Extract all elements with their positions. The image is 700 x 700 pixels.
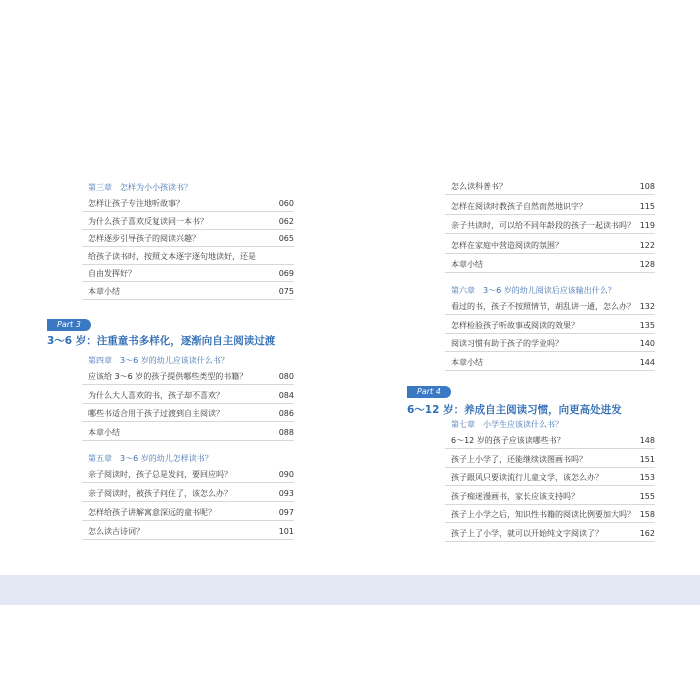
toc-entry-title: 看过的书，孩子不按照情节，胡乱讲一通，怎么办？ [451, 302, 635, 311]
toc-divider [445, 253, 655, 254]
toc-entry-title: 本章小结 [88, 286, 120, 296]
toc-entry-page: 151 [639, 454, 655, 464]
chapter-4-heading: 第四章 3～6 岁的幼儿应该读什么书？ [88, 356, 229, 365]
part-3-title: 3～6 岁：注重童书多样化，逐渐向自主阅读过渡 [47, 335, 276, 347]
toc-entry-title: 应该给 3～6 岁的孩子提供哪些类型的书籍？ [88, 372, 248, 381]
toc-entry-page: 148 [639, 436, 655, 445]
toc-entry [82, 487, 294, 501]
toc-entry-title: 怎样让孩子专注地听故事？ [88, 199, 184, 208]
chapter-7-heading: 第七章 小学生应该读什么书？ [451, 420, 563, 429]
toc-entry-title: 孩子上了小学，就可以开始纯文字阅读了？ [451, 529, 603, 538]
toc-divider [445, 485, 655, 486]
toc-entry [82, 215, 294, 229]
part-4-title: 6～12 岁：养成自主阅读习惯，向更高处进发 [407, 404, 622, 416]
toc-entry [82, 407, 294, 421]
toc-entry-page: 162 [639, 529, 655, 538]
toc-entry-title: 给孩子读书时，按照文本逐字逐句地读好，还是 [88, 251, 256, 261]
toc-divider [82, 281, 294, 282]
toc-entry [82, 285, 294, 299]
toc-entry-page: 086 [278, 409, 294, 418]
toc-entry [82, 232, 294, 246]
toc-entry-title: 为什么孩子喜欢反复读同一本书？ [88, 216, 208, 226]
toc-divider [445, 522, 655, 523]
toc-entry-title: 亲子阅读时，孩子总是发问，要回应吗？ [88, 470, 232, 479]
toc-divider [82, 384, 294, 385]
toc-entry [445, 434, 655, 448]
toc-entry-page: 101 [278, 527, 294, 536]
toc-entry-page: 153 [639, 473, 655, 483]
toc-entry-title: 阅读习惯有助于孩子的学业吗？ [451, 339, 563, 348]
bottom-band [0, 575, 700, 605]
toc-divider [82, 520, 294, 521]
chapter-5-heading: 第五章 3～6 岁的幼儿怎样读书？ [88, 454, 213, 463]
toc-divider [445, 272, 655, 273]
toc-divider [82, 264, 294, 265]
toc-entry [445, 508, 655, 522]
toc-entry [445, 180, 655, 194]
toc-divider [82, 539, 294, 540]
toc-entry-title: 亲子共读时，可以给不同年龄段的孩子一起读书吗？ [451, 221, 635, 230]
toc-entry [445, 300, 655, 314]
toc-entry-title: 怎样给孩子讲解寓意深远的童书呢？ [88, 508, 216, 517]
toc-entry [82, 389, 294, 403]
toc-divider [82, 440, 294, 441]
toc-entry-page: 060 [278, 199, 294, 208]
toc-entry-page: 097 [278, 508, 294, 517]
toc-divider [82, 299, 294, 300]
toc-entry [445, 471, 655, 485]
toc-entry-page: 128 [639, 260, 655, 269]
toc-divider [445, 314, 655, 315]
toc-entry [82, 197, 294, 211]
toc-entry-page: 155 [639, 491, 655, 501]
toc-entry-page: 065 [278, 234, 294, 243]
toc-entry-title: 孩子痴迷漫画书，家长应该支持吗？ [451, 491, 579, 501]
toc-entry-page: 069 [278, 269, 294, 278]
toc-divider [82, 246, 294, 247]
toc-entry-title: 自由发挥好？ [88, 269, 136, 278]
toc-entry-title: 怎样检验孩子听故事或阅读的效果？ [451, 320, 579, 330]
toc-entry-page: 140 [639, 339, 655, 348]
toc-divider [445, 351, 655, 352]
toc-divider [445, 448, 655, 449]
toc-divider [82, 403, 294, 404]
toc-entry-title: 亲子阅读时，被孩子问住了，该怎么办？ [88, 489, 232, 498]
toc-entry-page: 062 [278, 216, 294, 226]
part-4-tag: Part 4 [407, 386, 451, 398]
toc-entry-page: 080 [278, 372, 294, 381]
toc-entry-page: 158 [639, 510, 655, 520]
toc-entry [445, 453, 655, 467]
toc-entry-title: 怎么读科普书？ [451, 182, 507, 191]
toc-entry [82, 468, 294, 482]
part-3-tag: Part 3 [47, 319, 91, 331]
toc-divider [445, 233, 655, 234]
toc-entry [445, 258, 655, 272]
toc-divider [82, 501, 294, 502]
toc-divider [82, 211, 294, 212]
toc-entry-page: 132 [639, 302, 655, 311]
toc-entry-title: 怎样在家庭中营造阅读的氛围？ [451, 240, 563, 250]
toc-divider [445, 333, 655, 334]
toc-divider [445, 467, 655, 468]
toc-entry [445, 319, 655, 333]
toc-entry [82, 267, 294, 281]
toc-entry-page: 135 [639, 320, 655, 330]
toc-entry [82, 506, 294, 520]
toc-divider [82, 482, 294, 483]
toc-entry-page: 093 [278, 489, 294, 498]
toc-entry-page: 090 [278, 470, 294, 479]
toc-entry-page: 144 [639, 357, 655, 367]
toc-entry-title: 孩子上小学了，还能继续读图画书吗？ [451, 454, 587, 464]
toc-entry-title: 本章小结 [451, 357, 483, 367]
toc-divider [445, 541, 655, 542]
toc-divider [445, 194, 655, 195]
chapter-6-heading: 第六章 3～6 岁的幼儿阅读后应该输出什么？ [451, 286, 616, 295]
toc-entry [445, 356, 655, 370]
toc-entry-page: 088 [278, 427, 294, 437]
toc-entry [445, 200, 655, 214]
chapter-3-heading: 第三章 怎样为小小孩读书？ [88, 183, 192, 192]
toc-divider [82, 421, 294, 422]
toc-entry-title: 怎样逐步引导孩子的阅读兴趣？ [88, 234, 200, 243]
toc-divider [445, 504, 655, 505]
toc-entry-title: 怎样在阅读时教孩子自然而然地识字？ [451, 201, 587, 211]
toc-entry-title: 本章小结 [88, 427, 120, 437]
toc-entry [445, 239, 655, 253]
toc-entry [445, 527, 655, 541]
toc-divider [445, 214, 655, 215]
toc-divider [82, 229, 294, 230]
toc-entry-page: 108 [639, 182, 655, 191]
toc-entry-title: 孩子跟风只要读流行儿童文学，该怎么办？ [451, 473, 603, 483]
toc-divider [445, 370, 655, 371]
toc-entry-title: 怎么读古诗词？ [88, 527, 144, 536]
toc-entry [82, 250, 294, 264]
toc-entry-title: 本章小结 [451, 260, 483, 269]
toc-entry-title: 为什么大人喜欢的书，孩子却不喜欢？ [88, 390, 224, 400]
toc-entry-page: 075 [278, 286, 294, 296]
toc-entry [82, 525, 294, 539]
toc-entry [445, 337, 655, 351]
toc-entry-title: 孩子上小学之后，知识性书籍的阅读比例要加大吗？ [451, 510, 635, 520]
toc-entry-page: 119 [639, 221, 655, 230]
toc-entry-page: 115 [639, 201, 655, 211]
toc-entry-page: 084 [278, 390, 294, 400]
toc-entry-title: 6～12 岁的孩子应该读哪些书？ [451, 436, 565, 445]
toc-entry [445, 219, 655, 233]
toc-entry-title: 哪些书适合用于孩子过渡到自主阅读？ [88, 409, 224, 418]
toc-entry [82, 426, 294, 440]
toc-entry [82, 370, 294, 384]
toc-entry [445, 490, 655, 504]
toc-entry-page: 122 [639, 240, 655, 250]
